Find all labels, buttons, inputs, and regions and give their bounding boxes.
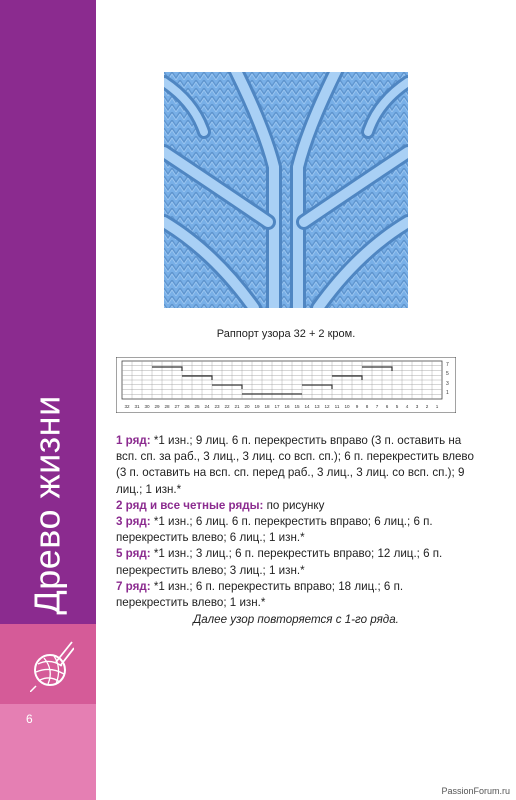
chart-column-label: 16 (284, 404, 290, 409)
chart-column-label: 8 (365, 404, 369, 409)
chart-column-label: 5 (395, 404, 399, 409)
watermark: PassionForum.ru (441, 786, 510, 796)
instruction-row-3: 3 ряд: *1 изн.; 6 лиц. 6 п. перекрестить вправо; 6 лиц.; 6 п. перекрестить влево; 6 лиц.; 1 изн.* (116, 515, 433, 545)
chart-column-label: 19 (254, 404, 260, 409)
chart-column-label: 26 (184, 404, 190, 409)
sidebar-title (8, 385, 88, 625)
chart-column-label: 11 (334, 404, 340, 409)
chart-column-label: 29 (154, 404, 160, 409)
chart-row-label: 7 (446, 362, 449, 368)
knitting-chart (116, 357, 456, 413)
chart-column-label: 3 (415, 404, 419, 409)
knit-cable-photo (164, 72, 408, 308)
chart-column-label: 6 (385, 404, 389, 409)
instruction-row-7: 7 ряд: *1 изн.; 6 п. перекрестить вправо; 18 лиц.; 6 п. перекрестить влево; 1 изн.* (116, 579, 404, 610)
instruction-row-1: 1 ряд: *1 изн.; 9 лиц. 6 п. перекрестить вправо (3 п. оставить на всп. сп. за раб., 3 лиц., 3 лиц. со всп. сп.); 6 п. перекрестить влево (3 п. оставить на всп. сп. перед раб., 3 лиц., 3 лиц. со всп. сп.); 9 лиц.; 1 изн.* (116, 434, 474, 496)
chart-column-label: 14 (304, 404, 310, 409)
instruction-row-5: 5 ряд: *1 изн.; 3 лиц.; 6 п. перекрестить вправо; 12 лиц.; 6 п. перекрестить влево; 3 лиц.; 1 изн.* (116, 547, 443, 577)
chart-row-label: 5 (446, 371, 449, 377)
chart-column-label: 15 (294, 404, 300, 409)
chart-column-label: 13 (314, 404, 320, 409)
chart-column-label: 23 (214, 404, 220, 409)
chart-column-label: 20 (244, 404, 250, 409)
instructions (116, 433, 476, 611)
chart-column-label: 1 (435, 404, 439, 409)
chart-row-label: 3 (446, 381, 449, 387)
pattern-caption: Раппорт узора 32 + 2 кром. (216, 328, 356, 340)
chart-column-label: 18 (264, 404, 270, 409)
chart-row-label: 1 (446, 390, 449, 396)
chart-column-label: 28 (164, 404, 170, 409)
instruction-row-even: 2 ряд и все четные ряды: по рисунку (116, 498, 325, 512)
repeat-note: Далее узор повторяется с 1-го ряда. (193, 613, 399, 626)
chart-column-label: 9 (355, 404, 359, 409)
chart-column-label: 32 (124, 404, 130, 409)
yarn-ball-icon (30, 640, 74, 692)
chart-column-label: 4 (405, 404, 409, 409)
chart-column-label: 21 (234, 404, 240, 409)
chart-column-label: 27 (174, 404, 180, 409)
page-title: Древо жизни (27, 395, 69, 615)
chart-column-label: 7 (375, 404, 379, 409)
chart-column-label: 12 (324, 404, 330, 409)
chart-column-label: 10 (344, 404, 350, 409)
chart-column-label: 24 (204, 404, 210, 409)
chart-column-label: 25 (194, 404, 200, 409)
chart-column-label: 2 (425, 404, 429, 409)
chart-column-label: 17 (274, 404, 280, 409)
chart-column-label: 30 (144, 404, 150, 409)
page-number: 6 (26, 712, 33, 726)
footer-strip (0, 704, 96, 800)
chart-column-label: 31 (134, 404, 140, 409)
chart-column-label: 22 (224, 404, 230, 409)
